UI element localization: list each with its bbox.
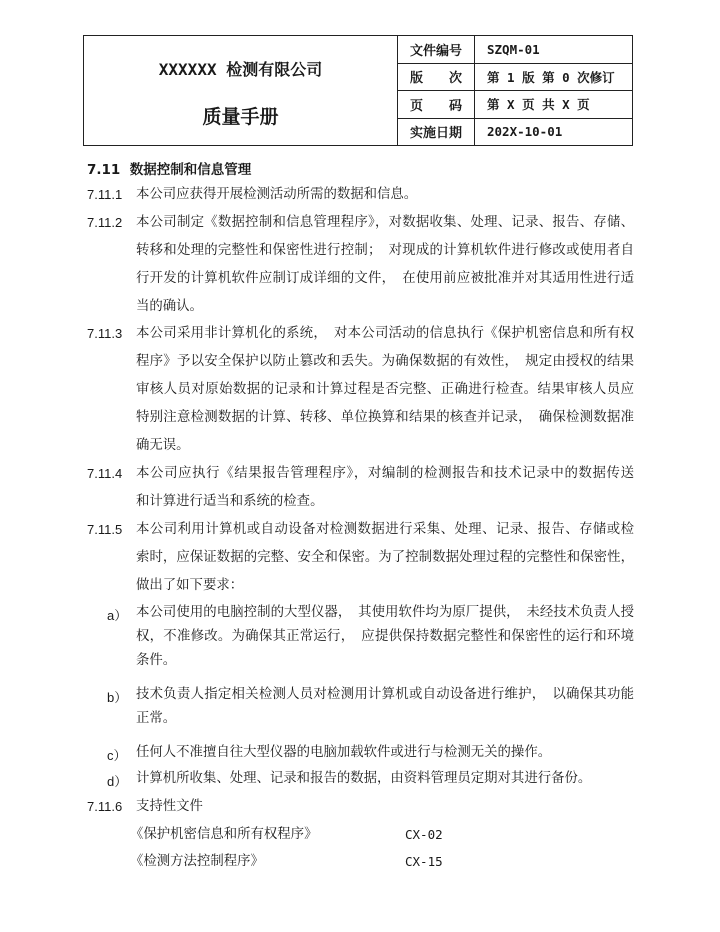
doc-number-label: 文件编号 <box>398 36 475 64</box>
clause-line: 程序》予以安全保护以防止篡改和丢失。为确保数据的有效性， 规定由授权的结果 <box>136 354 634 369</box>
clause-number: 7.11.2 <box>87 215 123 230</box>
page-value: 第 X 页 共 X 页 <box>475 91 633 119</box>
doc-number-value: SZQM-01 <box>475 36 633 64</box>
clause-number: 7.11.4 <box>87 466 123 481</box>
document-header-table <box>83 35 633 146</box>
clause-line: 转移和处理的完整性和保密性进行控制； 对现成的计算机软件进行修改或使用者自 <box>136 243 634 258</box>
support-doc-name: 《检测方法控制程序》 <box>130 854 264 869</box>
clause-line: 和计算进行适当和系统的检查。 <box>136 494 324 509</box>
item-line: 技术负责人指定相关检测人员对检测用计算机或自动设备进行维护， 以确保其功能 <box>136 687 634 702</box>
item-line: 权，不准修改。为确保其正常运行， 应提供保持数据完整性和保密性的运行和环境 <box>136 629 634 644</box>
item-line: 本公司使用的电脑控制的大型仪器， 其使用软件均为原厂提供， 未经技术负责人授 <box>136 605 634 620</box>
company-name: XXXXXX 检测有限公司 <box>158 59 323 79</box>
clause-line: 本公司利用计算机或自动设备对检测数据进行采集、处理、记录、报告、存储或检 <box>136 522 634 537</box>
clause-line: 行开发的计算机软件应制订成详细的文件， 在使用前应被批准并对其适用性进行适 <box>136 271 634 286</box>
clause-line: 本公司应获得开展检测活动所需的数据和信息。 <box>136 187 418 202</box>
clause-line: 审核人员对原始数据的记录和计算过程是否完整、正确进行检查。结果审核人员应 <box>136 382 634 397</box>
support-doc-code: CX-02 <box>405 827 443 842</box>
item-line: 正常。 <box>136 711 177 726</box>
clause-line: 本公司采用非计算机化的系统， 对本公司活动的信息执行《保护机密信息和所有权 <box>136 326 634 341</box>
clause-line: 确无误。 <box>136 438 190 453</box>
item-line: 条件。 <box>136 653 177 668</box>
support-title: 支持性文件 <box>136 799 203 814</box>
section-number: 7.11 <box>87 162 121 178</box>
item-marker: b） <box>107 690 128 705</box>
clause-line: 特别注意检测数据的计算、转移、单位换算和结果的核查并记录， 确保检测数据准 <box>136 410 634 425</box>
item-line: 计算机所收集、处理、记录和报告的数据，由资料管理员定期对其进行备份。 <box>136 771 592 786</box>
section-heading <box>87 158 251 178</box>
item-marker: c） <box>107 748 127 763</box>
clause-line: 索时，应保证数据的完整、安全和保密。为了控制数据处理过程的完整性和保密性， <box>136 550 634 565</box>
edition-value: 第 1 版 第 0 次修订 <box>475 63 633 91</box>
clause-number: 7.11.6 <box>87 799 123 814</box>
clause-number: 7.11.1 <box>87 187 123 202</box>
clause-number: 7.11.3 <box>87 326 123 341</box>
clause-line: 本公司制定《数据控制和信息管理程序》，对数据收集、处理、记录、报告、存储、 <box>136 215 634 230</box>
clause-line: 本公司应执行《结果报告管理程序》，对编制的检测报告和技术记录中的数据传送 <box>136 466 634 481</box>
clause-line: 做出了如下要求： <box>136 578 244 593</box>
clause-number: 7.11.5 <box>87 522 123 537</box>
effective-date-label: 实施日期 <box>398 118 475 146</box>
support-doc-name: 《保护机密信息和所有权程序》 <box>130 827 318 842</box>
item-line: 任何人不准擅自往大型仪器的电脑加载软件或进行与检测无关的操作。 <box>136 745 552 760</box>
edition-label: 版 次 <box>398 63 475 91</box>
item-marker: d） <box>107 774 128 789</box>
manual-title: 质量手册 <box>202 105 279 128</box>
item-marker: a） <box>107 608 128 623</box>
support-doc-code: CX-15 <box>405 854 443 869</box>
section-title: 数据控制和信息管理 <box>129 162 252 178</box>
page-label: 页 码 <box>398 91 475 119</box>
clause-line: 当的确认。 <box>136 299 203 314</box>
company-title-cell <box>84 36 398 146</box>
effective-date-value: 202X-10-01 <box>475 118 633 146</box>
